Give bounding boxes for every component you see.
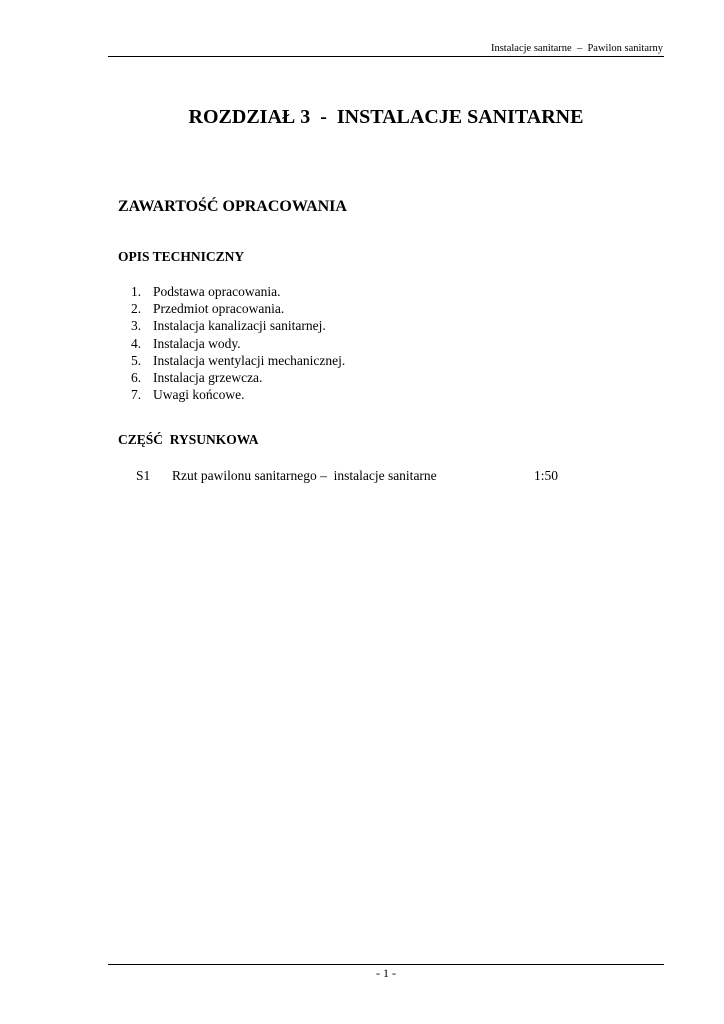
drawing-title: Rzut pawilonu sanitarnego – instalacje sanitarne bbox=[172, 468, 437, 483]
list-item-number: 7. bbox=[131, 387, 142, 403]
list-item-text: Podstawa opracowania. bbox=[153, 284, 281, 299]
drawings-heading: CZĘŚĆ RYSUNKOWA bbox=[118, 432, 259, 447]
list-item-text: Instalacja wody. bbox=[153, 335, 241, 351]
running-header: Instalacje sanitarne – Pawilon sanitarny bbox=[490, 43, 663, 54]
footer-rule bbox=[108, 964, 664, 965]
list-item-text: Instalacja grzewcza. bbox=[153, 369, 263, 385]
list-item-number: 1. bbox=[131, 284, 142, 299]
list-item-number: 5. bbox=[131, 352, 142, 368]
list-item-number: 3. bbox=[131, 318, 142, 334]
list-item-text: Uwagi końcowe. bbox=[153, 387, 245, 403]
list-item-number: 4. bbox=[131, 335, 142, 351]
contents-heading: ZAWARTOŚĆ OPRACOWANIA bbox=[118, 198, 347, 215]
drawing-scale: 1:50 bbox=[534, 468, 559, 483]
drawing-code: S1 bbox=[136, 468, 151, 483]
list-item-number: 6. bbox=[131, 369, 142, 385]
list-item-text: Instalacja wentylacji mechanicznej. bbox=[153, 352, 346, 368]
list-item-text: Przedmiot opracowania. bbox=[153, 301, 285, 317]
header-rule bbox=[108, 56, 664, 57]
list-item-number: 2. bbox=[131, 301, 142, 317]
page-number: - 1 - bbox=[376, 966, 396, 980]
chapter-title: ROZDZIAŁ 3 - INSTALACJE SANITARNE bbox=[188, 106, 584, 128]
list-item-text: Instalacja kanalizacji sanitarnej. bbox=[153, 318, 326, 334]
technical-description-heading: OPIS TECHNICZNY bbox=[118, 249, 245, 264]
drawing-row bbox=[136, 467, 566, 485]
